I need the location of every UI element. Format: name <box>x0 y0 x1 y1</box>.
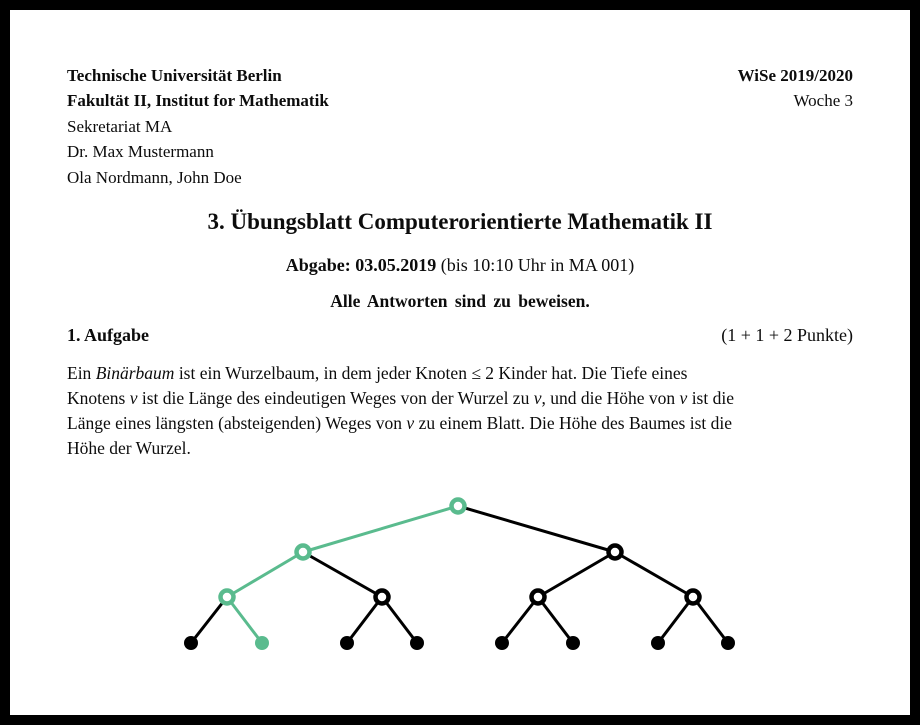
tree-node-lll <box>184 636 198 650</box>
institution-name: Technische Universität Berlin <box>67 66 282 85</box>
tree-edge-root-r <box>458 506 615 552</box>
binary-tree-figure <box>150 480 770 680</box>
week-label: Woche 3 <box>793 91 853 111</box>
exercise-body <box>67 361 853 461</box>
body-text-segment: Ein <box>67 363 96 384</box>
secretariat-line: Sekretariat MA <box>67 116 173 136</box>
sheet-title: 3. Übungsblatt Computerorientierte Mathematik II <box>207 209 713 235</box>
proof-notice: Alle Antworten sind zu beweisen. <box>330 291 590 312</box>
body-text-segment: ist die Länge des eindeutigen Weges von der Wurzel zu <box>137 388 534 409</box>
body-text-segment: ist ein Wurzelbaum, in dem jeder Knoten ≤ 2 Kinder hat. Die Tiefe eines <box>174 363 688 384</box>
italic-term: v <box>129 388 138 409</box>
body-text-segment: Höhe der Wurzel. <box>67 438 191 459</box>
italic-term: v <box>406 413 415 434</box>
tree-edge-r-rl <box>538 552 615 597</box>
tree-node-llr <box>255 636 269 650</box>
body-text-segment: zu einem Blatt. Die Höhe des Baumes ist die <box>414 413 733 434</box>
tree-node-rlr <box>566 636 580 650</box>
tree-node-ll <box>221 591 234 604</box>
tree-node-r <box>609 546 622 559</box>
submission-line <box>67 253 853 277</box>
body-text-segment: , und die Höhe von <box>541 388 680 409</box>
tree-node-rll <box>495 636 509 650</box>
header-right-block <box>738 63 853 114</box>
tree-edge-l-lr <box>303 552 382 597</box>
exercise-points: (1 + 1 + 2 Punkte) <box>721 325 853 346</box>
exercise-heading-row <box>67 323 853 348</box>
body-text-segment: ist die <box>687 388 734 409</box>
tree-edge-rl-rll <box>502 597 538 643</box>
header <box>67 63 853 190</box>
body-line <box>67 411 853 436</box>
tree-edge-root-l <box>303 506 458 552</box>
tree-node-rl <box>532 591 545 604</box>
tree-edge-r-rr <box>615 552 693 597</box>
tree-node-rr <box>687 591 700 604</box>
tree-node-l <box>297 546 310 559</box>
tree-node-lrr <box>410 636 424 650</box>
submission-details: (bis 10:10 Uhr in MA 001) <box>436 255 635 276</box>
tree-node-rrr <box>721 636 735 650</box>
italic-term: v <box>679 388 688 409</box>
exercise-heading: 1. Aufgabe <box>67 325 150 346</box>
submission-deadline: Abgabe: 03.05.2019 <box>285 255 437 276</box>
assistants-names: Ola Nordmann, John Doe <box>67 167 242 187</box>
tree-node-lrl <box>340 636 354 650</box>
tree-edge-l-ll <box>227 552 303 597</box>
body-line <box>67 386 853 411</box>
body-line <box>67 436 853 461</box>
lecturer-name: Dr. Max Mustermann <box>67 142 214 162</box>
body-line <box>67 361 853 386</box>
italic-term: Binärbaum <box>95 363 175 384</box>
tree-node-rrl <box>651 636 665 650</box>
faculty-name: Fakultät II, Institut for Mathematik <box>67 91 329 111</box>
tree-node-lr <box>376 591 389 604</box>
italic-term: v <box>533 388 542 409</box>
tree-node-root <box>452 500 465 513</box>
body-text-segment: Länge eines längsten (absteigenden) Weges von <box>67 413 407 434</box>
exercise-sheet-page <box>10 10 910 715</box>
tree-edge-ll-lll <box>191 597 227 643</box>
body-text-segment: Knotens <box>67 388 130 409</box>
semester-label: WiSe 2019/2020 <box>737 66 853 85</box>
header-left-block <box>67 63 329 190</box>
